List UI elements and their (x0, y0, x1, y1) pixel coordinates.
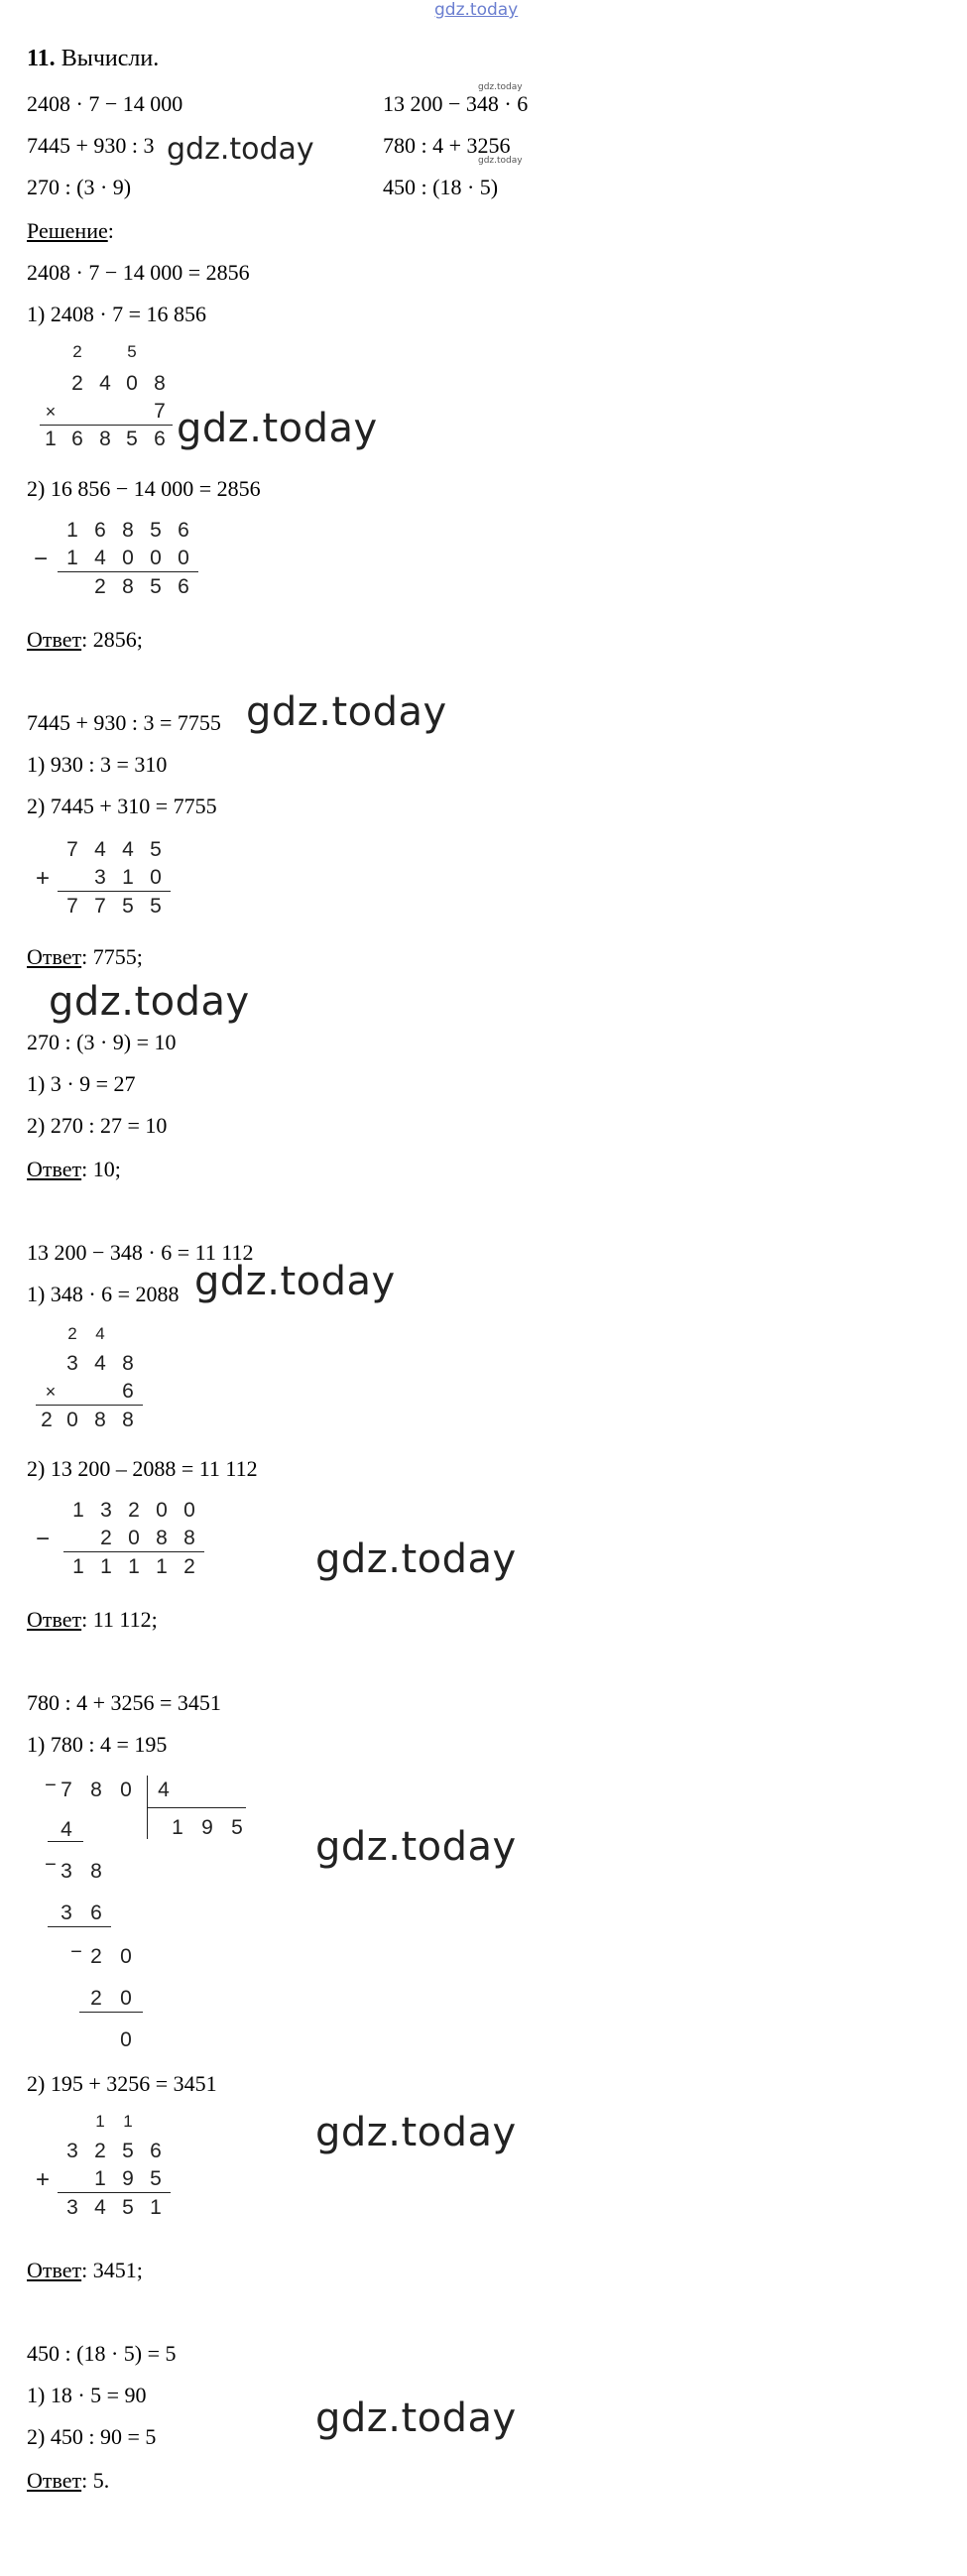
minus-sign: − (35, 1526, 50, 1552)
s1-answer (27, 629, 143, 651)
answer-label: Ответ (27, 1157, 82, 1181)
digit: 6 (71, 428, 83, 450)
s3-answer (27, 1159, 121, 1180)
s6-answer (27, 2470, 109, 2492)
plus-sign: + (35, 2166, 50, 2193)
digit: 0 (120, 1779, 132, 1801)
s5-step2: 2) 195 + 3256 = 3451 (27, 2071, 217, 2096)
digit: 1 (66, 519, 78, 542)
digit: 8 (90, 1860, 102, 1883)
digit: 1 (150, 2196, 162, 2219)
watermark: gdz.today (167, 132, 314, 167)
carry-digit: 5 (127, 342, 137, 361)
digit: 4 (60, 1818, 72, 1841)
digit: 8 (122, 1352, 134, 1375)
digit: 5 (122, 895, 134, 918)
digit: 3 (94, 866, 106, 889)
digit: 6 (178, 519, 189, 542)
carry-digit: 1 (123, 2112, 133, 2131)
digit: 0 (128, 1527, 140, 1549)
multiply-sign: × (45, 402, 57, 422)
top-watermark: gdz.today (434, 0, 519, 20)
minus-sign: − (45, 1854, 57, 1876)
digit: 0 (156, 1499, 168, 1522)
digit: 5 (122, 2196, 134, 2219)
digit: 5 (150, 838, 162, 861)
digit: 3 (60, 1901, 72, 1924)
plus-sign: + (35, 865, 50, 892)
s3-equation: 270 : (3 · 9) = 10 (27, 1030, 177, 1054)
s1-equation: 2408 · 7 − 14 000 = 2856 (27, 260, 250, 285)
answer-value: : 11 112; (81, 1607, 158, 1632)
digit: 7 (154, 400, 166, 423)
answer-value: : 5. (81, 2468, 110, 2493)
digit: 1 (156, 1555, 168, 1578)
s2-step2: 2) 7445 + 310 = 7755 (27, 794, 217, 818)
s4-answer (27, 1609, 158, 1631)
s6-step2: 2) 450 : 90 = 5 (27, 2424, 157, 2449)
digit: 2 (128, 1499, 140, 1522)
minus-sign: − (70, 1941, 82, 1963)
digit: 7 (66, 895, 78, 918)
digit: 3 (66, 2140, 78, 2162)
quotient-line (147, 1807, 246, 1808)
carry-digit: 1 (95, 2112, 105, 2131)
digit: 7 (94, 895, 106, 918)
watermark: gdz.today (246, 689, 447, 735)
watermark: gdz.today (315, 1536, 517, 1582)
task-header (27, 47, 159, 70)
answer-value: : 2856; (81, 627, 143, 652)
digit: 1 (172, 1816, 183, 1839)
watermark: gdz.today (194, 1259, 396, 1304)
solution-heading (27, 220, 114, 242)
digit: 2 (183, 1555, 195, 1578)
divisor: 4 (158, 1779, 170, 1801)
watermark: gdz.today (315, 2395, 517, 2441)
digit: 8 (156, 1527, 168, 1549)
s4-step2: 2) 13 200 – 2088 = 11 112 (27, 1456, 258, 1481)
digit: 3 (100, 1499, 112, 1522)
digit: 1 (72, 1555, 84, 1578)
digit: 0 (122, 547, 134, 569)
digit: 5 (126, 428, 138, 450)
answer-label: Ответ (27, 1607, 82, 1632)
task-title: Вычисли. (60, 46, 160, 71)
digit: 4 (122, 838, 134, 861)
remainder: 0 (120, 2028, 132, 2051)
digit: 0 (178, 547, 189, 569)
watermark: gdz.today (315, 2110, 517, 2155)
digit: 1 (66, 547, 78, 569)
digit: 0 (150, 866, 162, 889)
digit: 6 (94, 519, 106, 542)
digit: 7 (60, 1779, 72, 1801)
multiply-sign: × (45, 1382, 57, 1402)
s1-step2: 2) 16 856 − 14 000 = 2856 (27, 476, 261, 501)
digit: 0 (126, 372, 138, 395)
s3-step1: 1) 3 · 9 = 27 (27, 1071, 136, 1096)
digit: 2 (94, 575, 106, 598)
s5-step1: 1) 780 : 4 = 195 (27, 1732, 168, 1757)
digit: 8 (122, 575, 134, 598)
digit: 1 (122, 866, 134, 889)
expr-3: 270 : (3 · 9) (27, 175, 132, 199)
digit: 1 (128, 1555, 140, 1578)
digit: 3 (60, 1860, 72, 1883)
digit: 4 (94, 547, 106, 569)
carry-digit: 4 (95, 1324, 105, 1343)
digit: 9 (201, 1816, 213, 1839)
watermark: gdz.today (177, 406, 378, 451)
digit: 2 (41, 1409, 53, 1431)
result-line (58, 891, 171, 892)
digit: 3 (66, 2196, 78, 2219)
digit: 3 (66, 1352, 78, 1375)
s4-equation: 13 200 − 348 · 6 = 11 112 (27, 1240, 254, 1265)
digit: 2 (90, 1987, 102, 2010)
digit: 8 (122, 519, 134, 542)
answer-value: : 10; (81, 1157, 121, 1181)
solution-label: Решение (27, 218, 108, 243)
answer-label: Ответ (27, 2468, 82, 2493)
result-line (58, 2192, 171, 2193)
digit: 5 (122, 2140, 134, 2162)
subtract-line (79, 2012, 143, 2013)
result-line (36, 1405, 143, 1406)
carry-digit: 2 (72, 342, 82, 361)
answer-label: Ответ (27, 2258, 82, 2282)
tiny-watermark: gdz.today (478, 82, 523, 92)
s5-equation: 780 : 4 + 3256 = 3451 (27, 1690, 221, 1715)
expr-1: 2408 · 7 − 14 000 (27, 91, 183, 116)
digit: 2 (90, 1945, 102, 1968)
digit: 8 (154, 372, 166, 395)
digit: 6 (150, 2140, 162, 2162)
digit: 6 (154, 428, 166, 450)
digit: 0 (120, 1945, 132, 1968)
digit: 6 (122, 1380, 134, 1403)
digit: 4 (94, 1352, 106, 1375)
expr-6: 450 : (18 · 5) (383, 175, 499, 199)
digit: 8 (183, 1527, 195, 1549)
digit: 5 (231, 1816, 243, 1839)
digit: 2 (94, 2140, 106, 2162)
minus-sign: − (33, 546, 48, 572)
tiny-watermark: gdz.today (478, 156, 523, 166)
digit: 4 (94, 838, 106, 861)
digit: 0 (183, 1499, 195, 1522)
digit: 5 (150, 519, 162, 542)
digit: 0 (66, 1409, 78, 1431)
digit: 2 (100, 1527, 112, 1549)
digit: 8 (99, 428, 111, 450)
s6-step1: 1) 18 · 5 = 90 (27, 2383, 147, 2407)
solution-colon: : (107, 218, 114, 243)
s2-answer (27, 946, 143, 968)
result-line (58, 571, 198, 572)
digit: 9 (122, 2167, 134, 2190)
digit: 2 (71, 372, 83, 395)
answer-value: : 3451; (81, 2258, 143, 2282)
answer-label: Ответ (27, 944, 82, 969)
expr-4: 13 200 − 348 · 6 (383, 91, 529, 116)
digit: 1 (72, 1499, 84, 1522)
s5-answer (27, 2260, 143, 2281)
task-number: 11. (27, 46, 56, 71)
subtract-line (48, 1841, 83, 1842)
s1-step1: 1) 2408 · 7 = 16 856 (27, 302, 207, 326)
digit: 8 (122, 1409, 134, 1431)
digit: 1 (45, 428, 57, 450)
result-line (63, 1551, 204, 1552)
s3-step2: 2) 270 : 27 = 10 (27, 1113, 168, 1138)
minus-sign: − (45, 1775, 57, 1796)
digit: 0 (150, 547, 162, 569)
carry-digit: 2 (67, 1324, 77, 1343)
s6-equation: 450 : (18 · 5) = 5 (27, 2341, 177, 2366)
digit: 6 (178, 575, 189, 598)
digit: 4 (99, 372, 111, 395)
digit: 5 (150, 2167, 162, 2190)
digit: 7 (66, 838, 78, 861)
s4-step1: 1) 348 · 6 = 2088 (27, 1282, 180, 1306)
s2-equation: 7445 + 930 : 3 = 7755 (27, 710, 221, 735)
digit: 8 (94, 1409, 106, 1431)
s2-step1: 1) 930 : 3 = 310 (27, 752, 168, 777)
subtract-line (48, 1926, 111, 1927)
result-line (40, 425, 173, 426)
answer-label: Ответ (27, 627, 82, 652)
expr-2: 7445 + 930 : 3 (27, 133, 155, 158)
digit: 5 (150, 575, 162, 598)
digit: 1 (94, 2167, 106, 2190)
digit: 6 (90, 1901, 102, 1924)
digit: 8 (90, 1779, 102, 1801)
expr-5: 780 : 4 + 3256 (383, 133, 511, 158)
digit: 5 (150, 895, 162, 918)
watermark: gdz.today (315, 1824, 517, 1870)
digit: 1 (100, 1555, 112, 1578)
answer-value: : 7755; (81, 944, 143, 969)
digit: 0 (120, 1987, 132, 2010)
digit: 4 (94, 2196, 106, 2219)
watermark: gdz.today (49, 979, 250, 1025)
